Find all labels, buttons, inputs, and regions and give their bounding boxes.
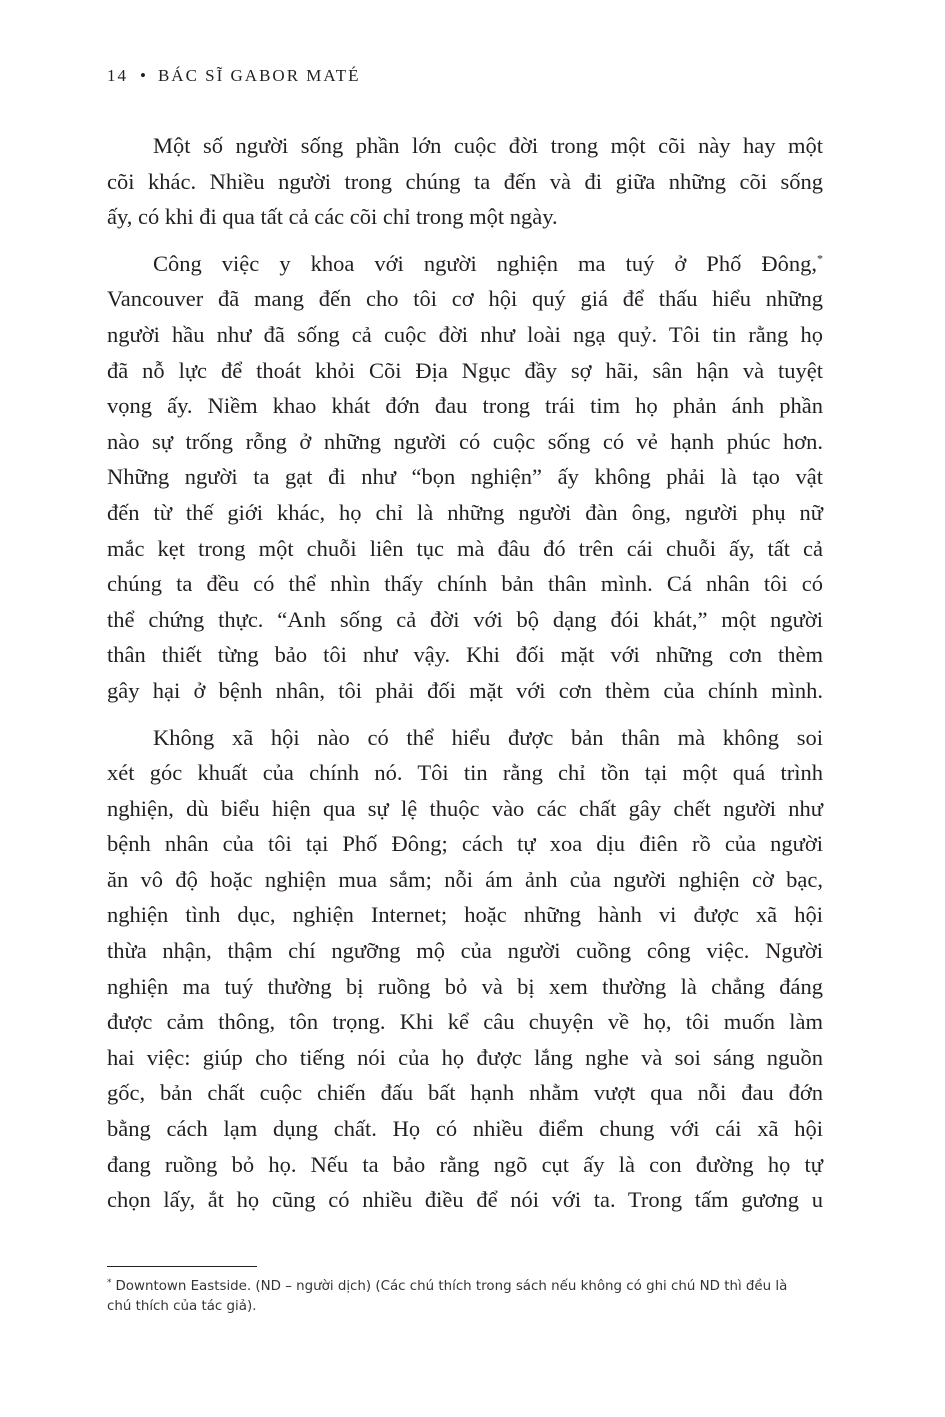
page-number: 14 bbox=[107, 66, 128, 85]
text-line: nghiện ma tuý thường bị ruồng bỏ và bị xem thường là chẳng đáng bbox=[107, 973, 823, 999]
footnote-text: Downtown Eastside. (ND – người dịch) (Các chú thích trong sách nếu không có ghi chú ND thì đều là bbox=[115, 1279, 788, 1294]
text-line: gây hại ở bệnh nhân, tôi phải đối mặt với cơn thèm của chính mình. bbox=[107, 677, 823, 703]
text-line-content: Công việc y khoa với người nghiện ma tuý ở Phố Đông, bbox=[153, 250, 817, 276]
footnote bbox=[107, 1277, 823, 1317]
paragraph-3 bbox=[107, 720, 823, 1218]
text-line: mắc kẹt trong một chuỗi liên tục mà đâu đó trên cái chuỗi ấy, tất cả bbox=[107, 535, 823, 561]
text-line: gốc, bản chất cuộc chiến đấu bất hạnh nhằm vượt qua nỗi đau đớn bbox=[107, 1080, 823, 1106]
footnote-divider bbox=[107, 1266, 257, 1267]
text-line: người hầu như đã sống cả cuộc đời như loài ngạ quỷ. Tôi tin rằng họ bbox=[107, 321, 823, 347]
text-line: Vancouver đã mang đến cho tôi cơ hội quý giá để thấu hiểu những bbox=[107, 286, 823, 312]
footnote-line bbox=[107, 1277, 823, 1297]
text-line: được cảm thông, tôn trọng. Khi kể câu chuyện về họ, tôi muốn làm bbox=[107, 1009, 823, 1035]
text-line: nghiện tình dục, nghiện Internet; hoặc những hành vi được xã hội bbox=[107, 902, 823, 928]
text-line: ăn vô độ hoặc nghiện mua sắm; nỗi ám ảnh của người nghiện cờ bạc, bbox=[107, 866, 823, 892]
text-line bbox=[107, 246, 823, 282]
footnote-reference: * bbox=[817, 251, 823, 266]
text-line: Không xã hội nào có thể hiểu được bản thân mà không soi bbox=[153, 724, 823, 750]
text-line: đang ruồng bỏ họ. Nếu ta bảo rằng ngõ cụt ấy là con đường họ tự bbox=[107, 1151, 823, 1177]
text-line: cõi khác. Nhiều người trong chúng ta đến và đi giữa những cõi sống bbox=[107, 168, 823, 194]
paragraph-1 bbox=[107, 128, 823, 235]
header-separator: • bbox=[140, 66, 146, 85]
text-line: thân thiết từng bảo tôi như vậy. Khi đối mặt với những cơn thèm bbox=[107, 642, 823, 668]
text-line: chọn lấy, ắt họ cũng có nhiều điều để nói với ta. Trong tấm gương u bbox=[107, 1187, 823, 1213]
text-line: bệnh nhân của tôi tại Phố Đông; cách tự xoa dịu điên rồ của người bbox=[107, 831, 823, 857]
text-line: Những người ta gạt đi như “bọn nghiện” ấy không phải là tạo vật bbox=[107, 464, 823, 490]
text-line: ấy, có khi đi qua tất cả các cõi chỉ trong một ngày. bbox=[107, 204, 558, 230]
footnote-marker: * bbox=[107, 1277, 112, 1288]
text-line: bằng cách lạm dụng chất. Họ có nhiều điểm chung với cái xã hội bbox=[107, 1116, 823, 1142]
text-line: xét góc khuất của chính nó. Tôi tin rằng chỉ tồn tại một quá trình bbox=[107, 760, 823, 786]
text-line: nào sự trống rỗng ở những người có cuộc sống có vẻ hạnh phúc hơn. bbox=[107, 428, 823, 454]
text-line: nghiện, dù biểu hiện qua sự lệ thuộc vào các chất gây chết người như bbox=[107, 795, 823, 821]
running-header bbox=[107, 66, 361, 86]
text-line: thể chứng thực. “Anh sống cả đời với bộ dạng đói khát,” một người bbox=[107, 606, 823, 632]
text-line: vọng ấy. Niềm khao khát đớn đau trong trái tim họ phản ánh phần bbox=[107, 393, 823, 419]
text-line: chúng ta đều có thể nhìn thấy chính bản thân mình. Cá nhân tôi có bbox=[107, 571, 823, 597]
text-line: thừa nhận, thậm chí ngưỡng mộ của người cuồng công việc. Người bbox=[107, 938, 823, 964]
body-text bbox=[107, 128, 823, 1229]
text-line: hai việc: giúp cho tiếng nói của họ được lắng nghe và soi sáng nguồn bbox=[107, 1044, 823, 1070]
header-author: BÁC SĨ GABOR MATÉ bbox=[157, 66, 361, 85]
text-line: đã nỗ lực để thoát khỏi Cõi Địa Ngục đầy sợ hãi, sân hận và tuyệt bbox=[107, 357, 823, 383]
paragraph-2 bbox=[107, 246, 823, 709]
footnote-line: chú thích của tác giả). bbox=[107, 1299, 257, 1314]
text-line: Một số người sống phần lớn cuộc đời trong một cõi này hay một bbox=[153, 133, 823, 158]
text-line: đến từ thế giới khác, họ chỉ là những người đàn ông, người phụ nữ bbox=[107, 499, 823, 525]
